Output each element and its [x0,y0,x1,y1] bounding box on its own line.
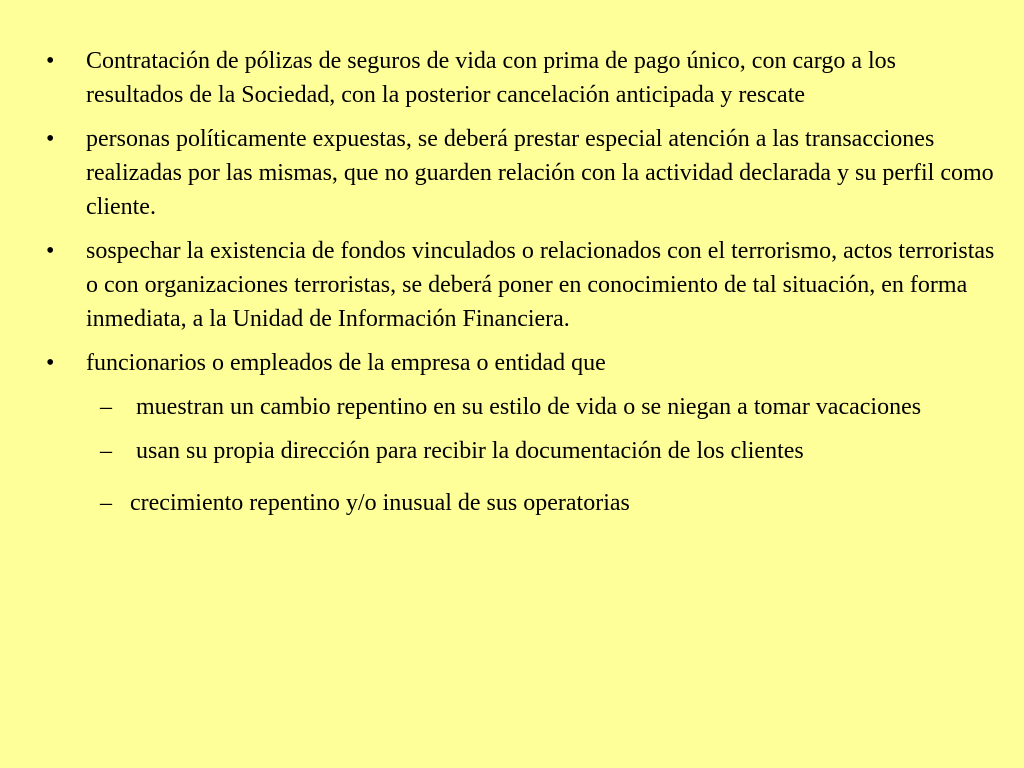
sub-text-direccion: usan su propia dirección para recibir la documentación de los clientes [130,438,804,464]
sub-item [46,486,996,520]
sub-marker: – [100,394,112,420]
bullet-marker: • [46,126,55,152]
bullet-item [46,234,996,336]
sub-item [46,434,996,468]
sub-text-crecimiento: crecimiento repentino y/o inusual de sus operatorias [130,490,630,516]
sub-item [46,390,996,424]
bullet-item [46,346,996,380]
sub-marker: – [100,438,112,464]
bullet-marker: • [46,238,55,264]
sub-marker: – [100,490,112,516]
bullet-list [46,44,996,530]
bullet-marker: • [46,350,55,376]
bullet-item [46,122,996,224]
bullet-text-pep: personas políticamente expuestas, se deberá prestar especial atención a las transacciones realizadas por las mismas, que no guarden relación con la actividad declarada y su perfil como cliente. [86,126,994,220]
bullet-text-funcionarios: funcionarios o empleados de la empresa o entidad que [86,350,606,376]
bullet-item [46,44,996,112]
sub-text-estilo-vida: muestran un cambio repentino en su estilo de vida o se niegan a tomar vacaciones [130,394,922,420]
bullet-marker: • [46,48,55,74]
bullet-text-terrorismo: sospechar la existencia de fondos vinculados o relacionados con el terrorismo, actos terroristas o con organizaciones terroristas, se deberá poner en conocimiento de tal situación, en forma inmediata, a la Unidad de Información Financiera. [86,238,995,332]
bullet-text-polizas: Contratación de pólizas de seguros de vida con prima de pago único, con cargo a los resultados de la Sociedad, con la posterior cancelación anticipada y rescate [86,48,896,108]
